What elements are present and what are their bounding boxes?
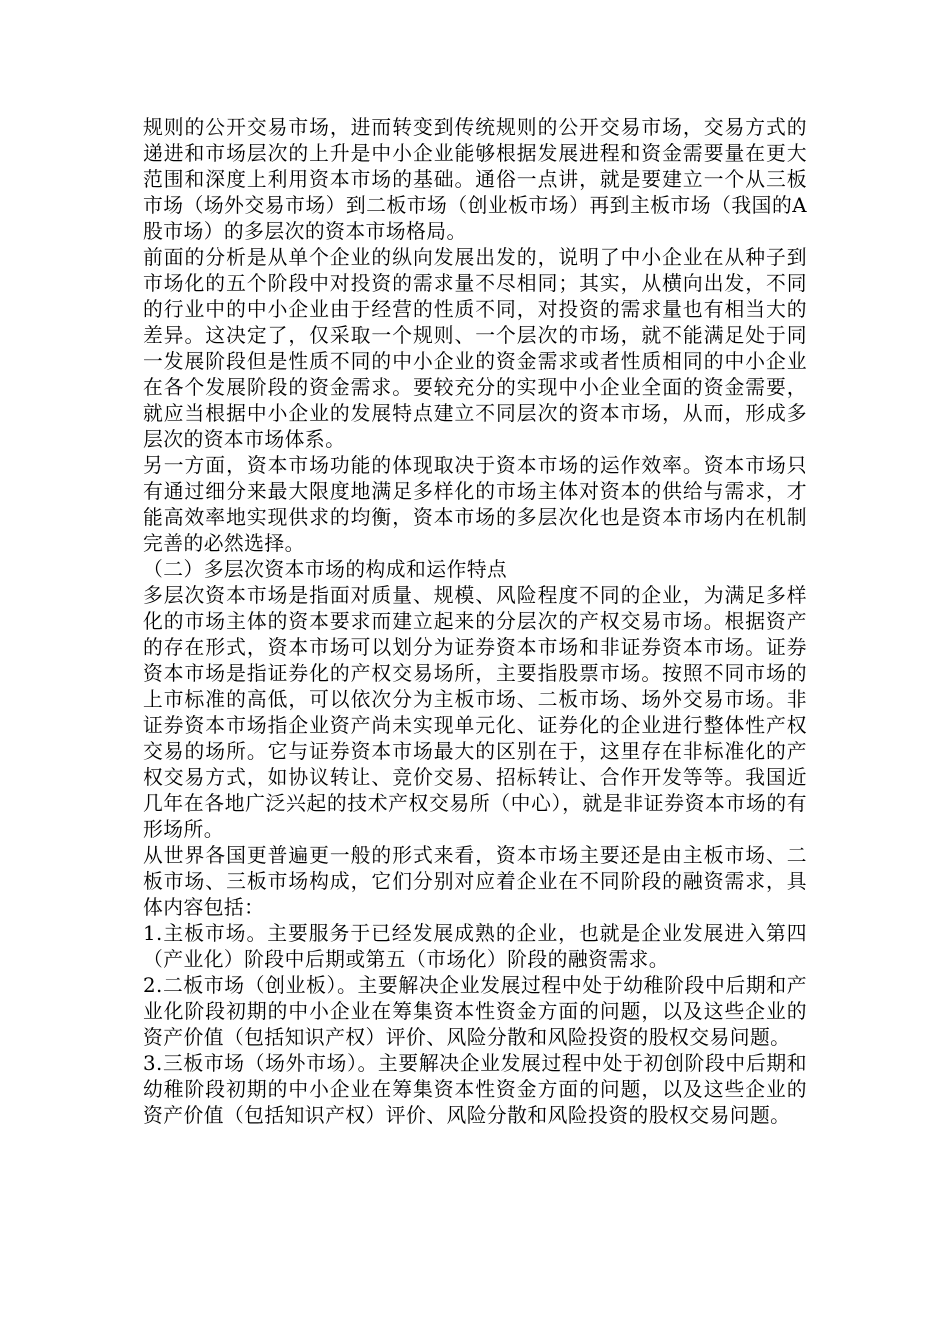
paragraph: 规则的公开交易市场，进而转变到传统规则的公开交易市场，交易方式的递进和市场层次的上升是中小企业能够根据发展进程和资金需要量在更大范围和深度上利用资本市场的基础。通俗一点讲，就是要建立一个从三板市场（场外交易市场）到二板市场（创业板市场）再到主板市场（我国的A股市场）的多层次的资本市场格局。 bbox=[143, 116, 807, 243]
document-body bbox=[143, 115, 807, 1129]
paragraph: 从世界各国更普遍更一般的形式来看，资本市场主要还是由主板市场、二板市场、三板市场构成，它们分别对应着企业在不同阶段的融资需求，具体内容包括： bbox=[143, 844, 807, 919]
section-heading: （二）多层次资本市场的构成和运作特点 bbox=[143, 558, 508, 581]
list-item-second-board: 2.二板市场（创业板）。主要解决企业发展过程中处于幼稚阶段中后期和产业化阶段初期的中小企业在筹集资本性资金方面的问题，以及这些企业的资产价值（包括知识产权）评价、风险分散和风险投资的股权交易问题。 bbox=[143, 974, 807, 1049]
paragraph: 多层次资本市场是指面对质量、规模、风险程度不同的企业，为满足多样化的市场主体的资本要求而建立起来的分层次的产权交易市场。根据资产的存在形式，资本市场可以划分为证券资本市场和非证券资本市场。证券资本市场是指证券化的产权交易场所，主要指股票市场。按照不同市场的上市标准的高低，可以依次分为主板市场、二板市场、场外交易市场。非证券资本市场指企业资产尚未实现单元化、证券化的企业进行整体性产权交易的场所。它与证券资本市场最大的区别在于，这里存在非标准化的产权交易方式，如协议转让、竞价交易、招标转让、合作开发等等。我国近几年在各地广泛兴起的技术产权交易所（中心），就是非证券资本市场的有形场所。 bbox=[143, 584, 807, 841]
paragraph: 另一方面，资本市场功能的体现取决于资本市场的运作效率。资本市场只有通过细分来最大限度地满足多样化的市场主体对资本的供给与需求，才能高效率地实现供求的均衡，资本市场的多层次化也是资本市场内在机制完善的必然选择。 bbox=[143, 454, 807, 555]
list-item-main-board: 1.主板市场。主要服务于已经发展成熟的企业，也就是企业发展进入第四（产业化）阶段中后期或第五（市场化）阶段的融资需求。 bbox=[143, 922, 807, 971]
list-item-third-board: 3.三板市场（场外市场）。主要解决企业发展过程中处于初创阶段中后期和幼稚阶段初期的中小企业在筹集资本性资金方面的问题，以及这些企业的资产价值（包括知识产权）评价、风险分散和风险投资的股权交易问题。 bbox=[143, 1052, 807, 1127]
paragraph: 前面的分析是从单个企业的纵向发展出发的，说明了中小企业在从种子到市场化的五个阶段中对投资的需求量不尽相同；其实，从横向出发，不同的行业中的中小企业由于经营的性质不同，对投资的需求量也有相当大的差异。这决定了，仅采取一个规则、一个层次的市场，就不能满足处于同一发展阶段但是性质不同的中小企业的资金需求或者性质相同的中小企业在各个发展阶段的资金需求。要较充分的实现中小企业全面的资金需要，就应当根据中小企业的发展特点建立不同层次的资本市场，从而，形成多层次的资本市场体系。 bbox=[143, 246, 807, 451]
